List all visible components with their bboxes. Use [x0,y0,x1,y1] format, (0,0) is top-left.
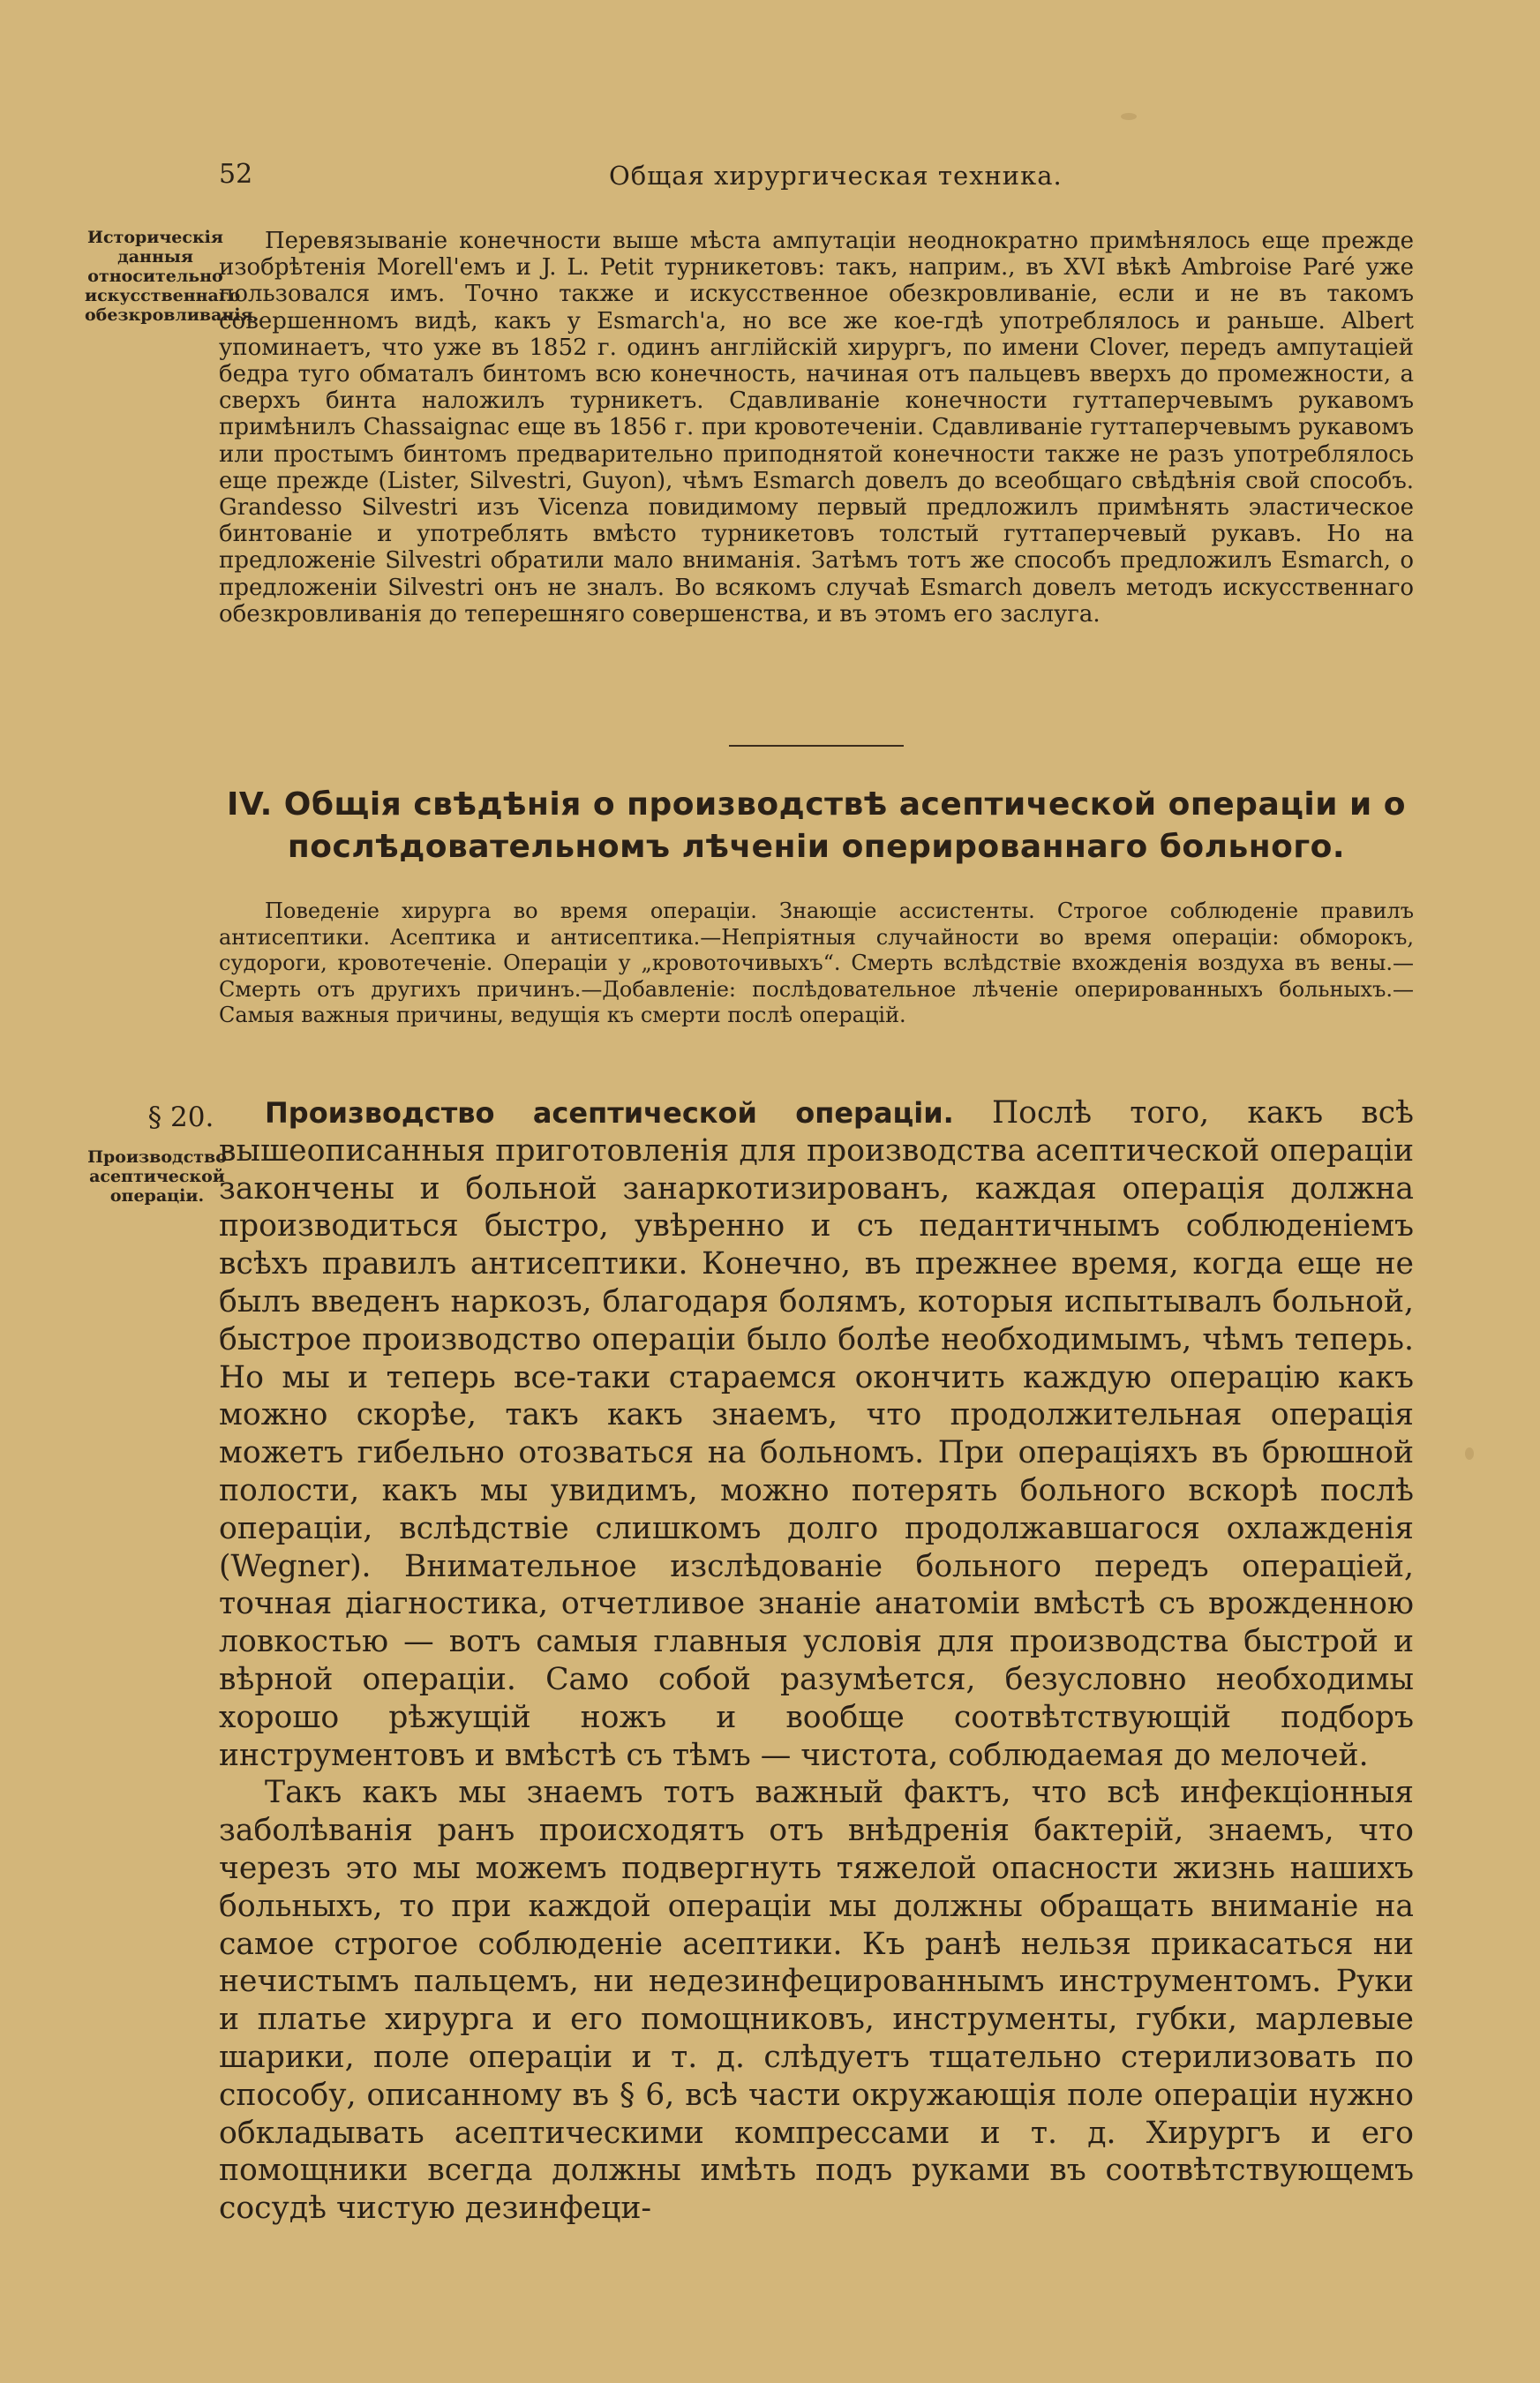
paper-stain [1465,1447,1474,1460]
main-paragraph-1-text: Послѣ того, какъ всѣ вышеописанныя приготовленія для производства асептической операціи закончены и больной занаркотизированъ, каждая операція должна производиться быстро, увѣренно и съ педантичнымъ соблюденіемъ всѣхъ правилъ антисептики. Конечно, въ прежнее время, когда еще не былъ введенъ наркозъ, благодаря болямъ, которыя испытывалъ больной, быстрое производство операціи было болѣе необходимымъ, чѣмъ теперь. Но мы и теперь все-таки стараемся окончить каждую операцію какъ можно скорѣе, такъ какъ знаемъ, что продолжительная операція можетъ гибельно отозваться на больномъ. При операціяхъ въ брюшной полости, какъ мы увидимъ, можно потерять больного вскорѣ послѣ операціи, вслѣдствіе слишкомъ долго продолжавшагося охлажденія (Wegner). Внимательное изслѣдованіе больного передъ операціей, точная діагностика, отчетливое знаніе анатоміи вмѣстѣ съ врожденною ловкостью — вотъ самыя главныя условія для производства быстрой и вѣрной операціи. Само собой разумѣется, безусловно необходимы хорошо рѣжущій ножъ и вообще соотвѣтствующій подборъ инструментовъ и вмѣстѣ съ тѣмъ — чистота, соблюдаемая до мелочей. [219,1095,1414,1773]
paper-stain [1121,113,1137,120]
history-paragraph: Перевязываніе конечности выше мѣста ампутаціи неоднократно примѣнялось еще прежде изобрѣтенія Morell'емъ и J. L. Petit турникетовъ: такъ, наприм., въ XVI вѣкѣ Ambroise Paré уже пользовался имъ. Точно также и искусственное обезкровливаніе, если и не въ такомъ совершенномъ видѣ, какъ у Esmarch'а, но все же кое-гдѣ употреблялось и раньше. Albert упоминаетъ, что уже въ 1852 г. одинъ англійскій хирургъ, по имени Clover, передъ ампутаціей бедра туго обматалъ бинтомъ всю конечность, начиная отъ пальцевъ вверхъ до промежности, а сверхъ бинта наложилъ турникетъ. Сдавливаніе конечности гуттаперчевымъ рукавомъ примѣнилъ Chassaignac еще въ 1856 г. при кровотеченіи. Сдавливаніе гуттаперчевымъ рукавомъ или простымъ бинтомъ предварительно приподнятой конечности также не разъ употреблялось еще прежде (Lister, Silvestri, Guyon), чѣмъ Esmarch довелъ до всеобщаго свѣдѣнія свой способъ. Grandesso Silvestri изъ Vicenza повидимому первый предложилъ примѣнять эластическое бинтованіе и употреблять вмѣсто турникетовъ толстый гуттаперчевый рукавъ. Но на предложеніе Silvestri обратили мало вниманія. Затѣмъ тотъ же способъ предложилъ Esmarch, о предложеніи Silvestri онъ не зналъ. Во всякомъ случаѣ Esmarch довелъ методъ искусственнаго обезкровливанія до теперешняго совершенства, и въ этомъ его заслуга. [219,228,1414,628]
running-title: Общая хирургическая техника. [609,161,1063,191]
section-heading: IV. Общія свѣдѣнія о производствѣ асептической операціи и о послѣдовательномъ лѣченіи оперированнаго больного. [226,786,1407,865]
section-divider [729,745,904,747]
page-number: 52 [219,159,253,190]
main-paragraph-1 [219,1094,1414,1774]
section-number: § 20. [147,1101,214,1133]
margin-note-history: Историческія данныя относительно искусственнаго обезкровливанія. [85,228,259,325]
main-paragraph-2: Такъ какъ мы знаемъ тотъ важный фактъ, что всѣ инфекціонныя заболѣванія ранъ происходятъ отъ внѣдренія бактерій, знаемъ, что черезъ это мы можемъ подвергнуть тяжелой опасности жизнь нашихъ больныхъ, то при каждой операціи мы должны обращать вниманіе на самое строгое соблюденіе асептики. Къ ранѣ нельзя прикасаться ни нечистымъ пальцемъ, ни недезинфецированнымъ инструментомъ. Руки и платье хирурга и его помощниковъ, инструменты, губки, марлевые шарики, поле операціи и т. д. слѣдуетъ тщательно стерилизовать по способу, описанному въ § 6, всѣ части окружающія поле операціи нужно обкладывать асептическими компрессами и т. д. Хирургъ и его помощники всегда должны имѣть подъ руками въ соотвѣтствующемъ сосудѣ чистую дезинфеци- [219,1775,1414,2227]
main-text [219,1094,1414,2228]
lead-title: Производство асептической операціи. [265,1096,954,1130]
section-summary: Поведеніе хирурга во время операціи. Знающіе ассистенты. Строгое соблюденіе правилъ антисептики. Асептика и антисептика.—Непріятныя случайности во время операціи: обморокъ, судороги, кровотеченіе. Операціи у „кровоточивыхъ“. Смерть вслѣдствіе вхожденія воздуха въ вены.—Смерть отъ другихъ причинъ.—Добавленіе: послѣдовательное лѣченіе оперированныхъ больныхъ.—Самыя важныя причины, ведущія къ смерти послѣ операцій. [219,898,1414,1028]
margin-note-section: Производство асептической операціи. [87,1147,227,1206]
